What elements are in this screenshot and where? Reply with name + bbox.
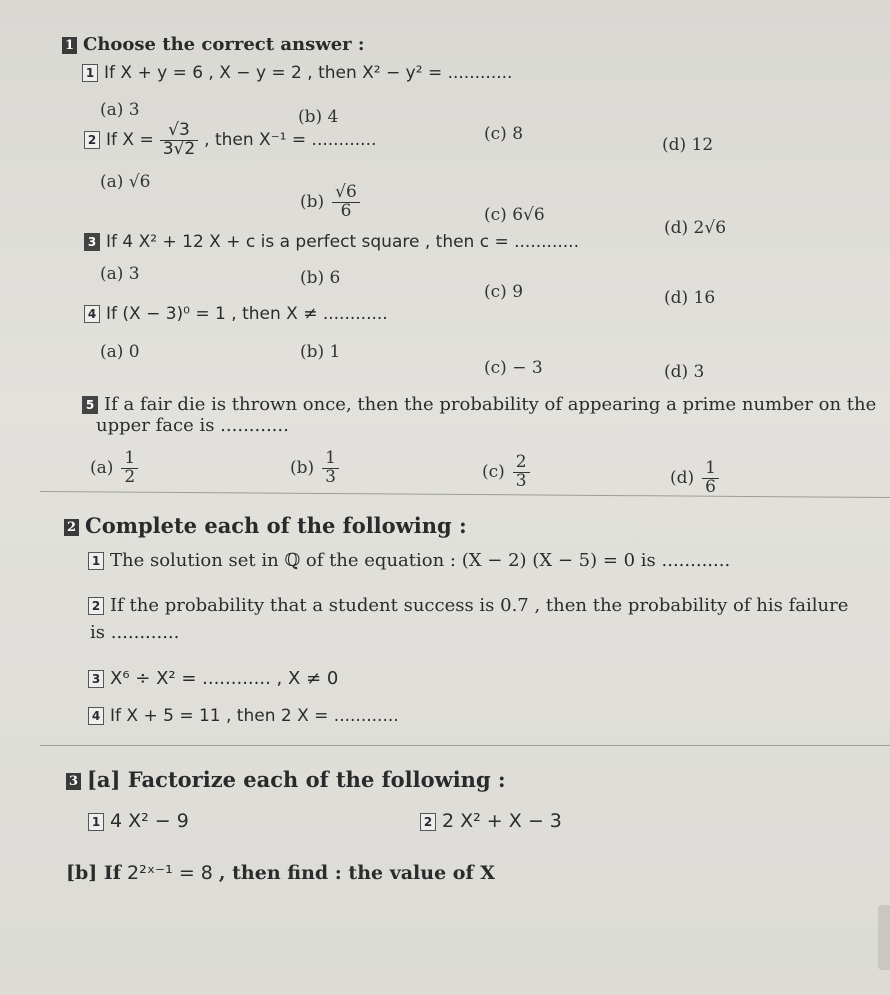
option-c: (c) 6√6 [484,205,545,225]
section-divider [40,745,890,746]
question-text: If (X − 3)⁰ = 1 , then X ≠ ............ [106,304,388,324]
option-a: (a) 3 [100,264,140,284]
section-2-title: Complete each of the following : [85,513,467,538]
option-c: (c) 9 [484,282,524,302]
question-text: The solution set in ℚ of the equation : (X − 2) (X − 5) = 0 is ............ [110,550,731,571]
question-text: If X + 5 = 11 , then 2 X = ............ [110,706,399,726]
question-1-3 [84,232,579,252]
section-1-title: Choose the correct answer : [83,34,365,55]
question-number: 1 [88,552,104,570]
question-text: If X + y = 6 , X − y = 2 , then X² − y² = ............ [104,63,513,83]
part-b-text: , then find : the value of X [218,862,495,884]
question-3-1 [88,810,189,832]
question-number: 3 [88,670,104,688]
section-2-heading [64,513,467,538]
option-b: (b) 4 [298,107,339,127]
question-text-pre: If X = [106,130,154,151]
question-number: 2 [88,597,104,615]
option-d: (d) $\frac{1}{6}$ [670,460,719,497]
fraction: $\frac{1}{3}$ [322,450,339,487]
option-b: (b) 1 [300,342,341,362]
question-1-2 [84,122,376,159]
question-2-2 [88,595,848,616]
option-c: (c) $\frac{2}{3}$ [482,454,530,491]
fraction: $\frac{1}{6}$ [702,460,719,497]
question-number: 4 [88,707,104,725]
option-b: (b) 6 [300,268,341,288]
question-text: 4 X² − 9 [110,810,189,832]
question-text: 2 X² + X − 3 [442,810,562,832]
section-2-number: 2 [64,519,79,536]
section-1-number: 1 [62,37,77,54]
option-a: (a) 3 [100,100,140,120]
question-text: X⁶ ÷ X² = ............ , X ≠ 0 [110,668,339,689]
section-3-title: [a] Factorize each of the following : [87,767,506,792]
page-edge-shadow [878,905,890,970]
question-2-1 [88,550,730,571]
option-a: (a) $\frac{1}{2}$ [90,450,138,487]
question-text: If a fair die is thrown once, then the probability of appearing a prime number on the [104,394,877,415]
question-text: If 4 X² + 12 X + c is a perfect square , then c = ............ [106,232,579,252]
question-number: 5 [82,396,98,414]
question-2-2-cont: is ............ [90,622,180,643]
question-2-4 [88,706,399,726]
option-a: (a) √6 [100,172,151,192]
section-3-heading [66,767,506,792]
part-b-label: [b] If [66,862,121,884]
option-c: (c) 8 [484,124,524,144]
question-3-b [66,862,495,884]
question-1-5 [82,394,876,415]
option-d: (d) 16 [664,288,716,308]
section-divider [40,491,890,498]
option-c: (c) − 3 [484,358,543,378]
fraction: $\frac{1}{2}$ [121,450,138,487]
question-3-2 [420,810,562,832]
option-d: (d) 2√6 [664,218,727,238]
fraction: $\frac{√6}{6}$ [332,184,360,221]
question-1-4 [84,304,388,324]
section-1-heading [62,34,365,55]
question-text: If the probability that a student success is 0.7 , then the probability of his failure [110,595,849,616]
option-d: (d) 12 [662,135,714,155]
question-2-3 [88,668,338,689]
fraction: $\frac{2}{3}$ [513,454,530,491]
question-number: 2 [420,813,436,831]
option-b: (b) $\frac{√6}{6}$ [300,184,360,221]
question-number: 2 [84,131,100,149]
section-3-number: 3 [66,773,81,790]
option-a: (a) 0 [100,342,140,362]
part-b-expression: 2²ˣ⁻¹ = 8 [127,862,213,884]
question-number: 4 [84,305,100,323]
option-d: (d) 3 [664,362,705,382]
question-1-5-cont: upper face is ............ [96,415,289,436]
fraction: $\frac{√3}{3√2}$ [160,122,198,159]
question-1-1 [82,63,512,83]
question-number: 1 [88,813,104,831]
question-text-post: , then X⁻¹ = ............ [204,130,377,151]
question-number: 3 [84,233,100,251]
question-number: 1 [82,64,98,82]
option-b: (b) $\frac{1}{3}$ [290,450,339,487]
